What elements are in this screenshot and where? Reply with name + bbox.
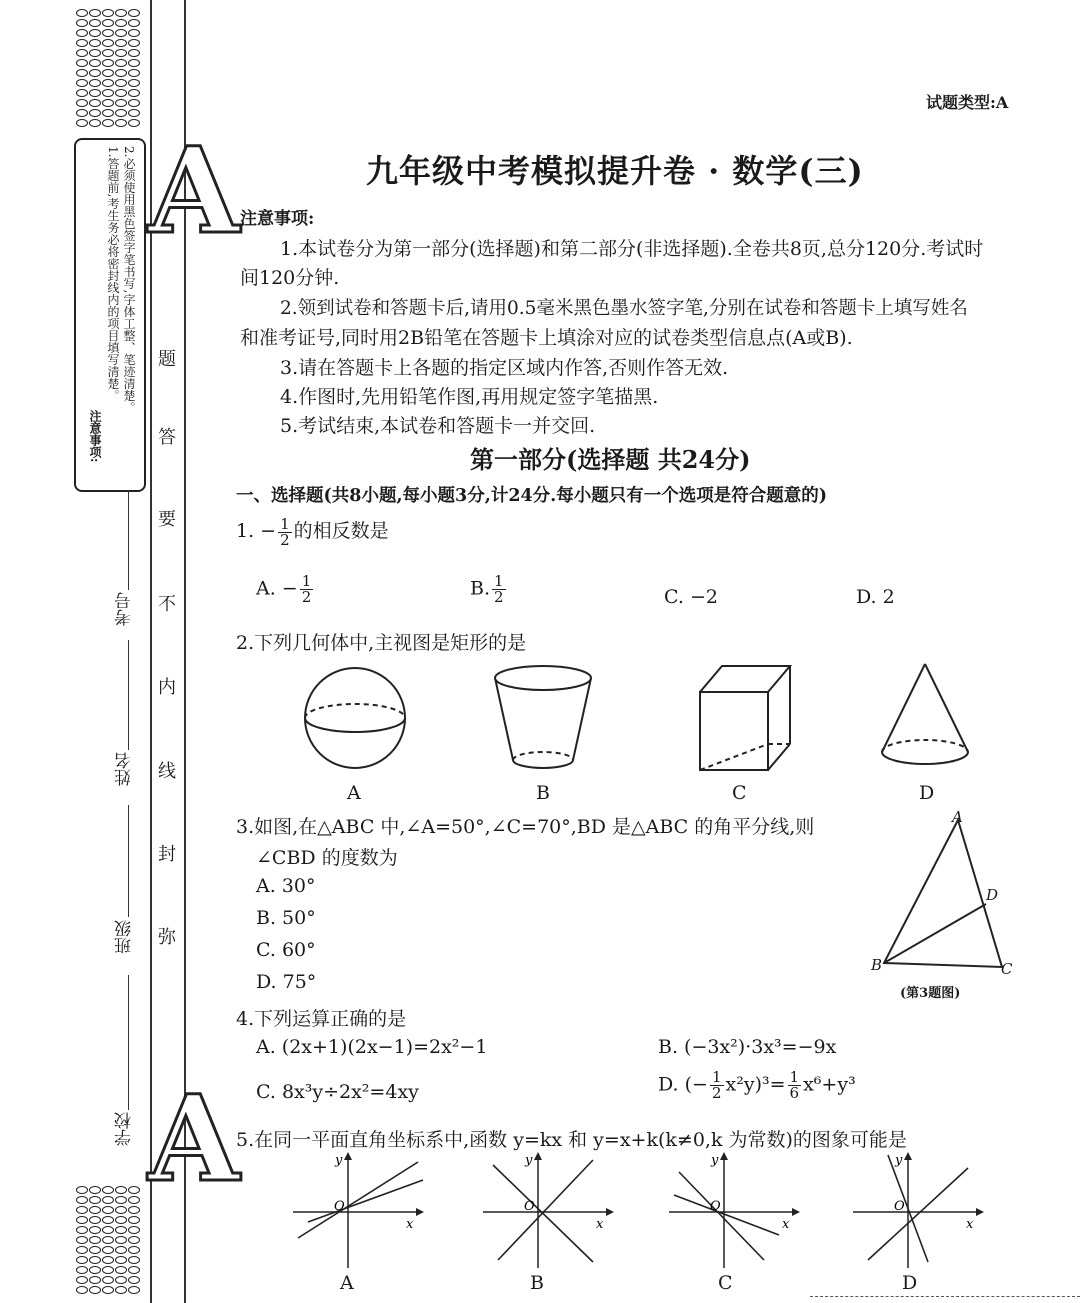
q3-point-a: A bbox=[952, 808, 963, 826]
binding-hole-icon bbox=[89, 89, 101, 97]
binding-hole-icon bbox=[76, 79, 88, 87]
q5-graph-a bbox=[288, 1150, 428, 1275]
q3-option-b: B. 50° bbox=[256, 907, 316, 929]
q1-b-num: 1 bbox=[494, 572, 504, 590]
binding-hole-icon bbox=[128, 29, 140, 37]
binding-hole-icon bbox=[115, 1196, 127, 1204]
binding-hole-icon bbox=[128, 1276, 140, 1284]
q2-label-b: B bbox=[536, 782, 550, 804]
q2-label-a: A bbox=[347, 782, 361, 804]
binding-hole-icon bbox=[76, 59, 88, 67]
q3-option-c: C. 60° bbox=[256, 939, 316, 961]
binding-hole-icon bbox=[89, 9, 101, 17]
binding-hole-icon bbox=[115, 59, 127, 67]
binding-hole-icon bbox=[102, 69, 114, 77]
binding-hole-icon bbox=[115, 1216, 127, 1224]
function-line bbox=[679, 1172, 764, 1260]
binding-hole-icon bbox=[102, 9, 114, 17]
binding-hole-icon bbox=[102, 59, 114, 67]
binding-hole-icon bbox=[102, 1246, 114, 1254]
binding-holes-top bbox=[76, 8, 148, 128]
q4-d-fraction-2 bbox=[788, 1070, 802, 1101]
notice-item: 和准考证号,同时用2B铅笔在答题卡上填涂对应的试卷类型信息点(A或B). bbox=[240, 327, 853, 349]
binding-hole-icon bbox=[102, 1206, 114, 1214]
binding-hole-icon bbox=[76, 1186, 88, 1194]
q1-a-num: 1 bbox=[301, 572, 312, 590]
field-kaohao: 考号 bbox=[115, 592, 135, 626]
binding-hole-icon bbox=[102, 1236, 114, 1244]
y-axis-label: y bbox=[895, 1153, 903, 1168]
page-title: 九年级中考模拟提升卷 · 数学(三) bbox=[366, 152, 864, 190]
binding-hole-icon bbox=[128, 1266, 140, 1274]
binding-hole-icon bbox=[76, 9, 88, 17]
binding-hole-icon bbox=[89, 1196, 101, 1204]
q3-option-a: A. 30° bbox=[256, 875, 316, 897]
binding-hole-icon bbox=[89, 39, 101, 47]
binding-hole-row bbox=[76, 1275, 148, 1285]
x-axis-arrow-icon bbox=[606, 1208, 614, 1216]
binding-hole-icon bbox=[102, 1186, 114, 1194]
cone-figure bbox=[882, 664, 968, 764]
binding-hole-icon bbox=[115, 69, 127, 77]
binding-hole-icon bbox=[102, 1216, 114, 1224]
q5-label-b: B bbox=[530, 1272, 544, 1294]
notice-heading: 注意事项: bbox=[240, 209, 315, 229]
binding-hole-icon bbox=[89, 19, 101, 27]
y-axis-arrow-icon bbox=[344, 1152, 352, 1160]
binding-hole-icon bbox=[115, 39, 127, 47]
binding-hole-icon bbox=[128, 109, 140, 117]
q5-graph-d bbox=[848, 1150, 988, 1275]
binding-hole-icon bbox=[76, 99, 88, 107]
binding-hole-icon bbox=[76, 1216, 88, 1224]
binding-hole-icon bbox=[76, 119, 88, 127]
binding-hole-icon bbox=[128, 1206, 140, 1214]
binding-hole-icon bbox=[115, 1256, 127, 1264]
binding-hole-icon bbox=[89, 79, 101, 87]
q4-d2-den: 6 bbox=[789, 1084, 800, 1102]
q1-option-b-prefix: B. bbox=[470, 577, 491, 600]
q5-label-d: D bbox=[902, 1272, 918, 1294]
binding-hole-icon bbox=[115, 29, 127, 37]
binding-hole-icon bbox=[76, 109, 88, 117]
binding-hole-icon bbox=[115, 49, 127, 57]
binding-hole-icon bbox=[115, 1266, 127, 1274]
y-axis-label: y bbox=[335, 1153, 343, 1168]
frustum-figure bbox=[495, 666, 591, 768]
x-axis-label: x bbox=[782, 1217, 790, 1232]
origin-label: O bbox=[894, 1199, 905, 1214]
binding-hole-icon bbox=[76, 29, 88, 37]
field-xingming: 姓名 bbox=[115, 752, 135, 786]
q4-d1-den: 2 bbox=[711, 1084, 722, 1102]
question-4: 4.下列运算正确的是 bbox=[236, 1008, 407, 1030]
y-axis-arrow-icon bbox=[720, 1152, 728, 1160]
q5-label-a: A bbox=[340, 1272, 354, 1294]
binding-hole-icon bbox=[89, 99, 101, 107]
q4-option-c: C. 8x³y÷2x²=4xy bbox=[256, 1081, 419, 1103]
x-axis-arrow-icon bbox=[976, 1208, 984, 1216]
q4-d-fraction-1 bbox=[710, 1070, 724, 1101]
binding-hole-icon bbox=[89, 1246, 101, 1254]
binding-hole-icon bbox=[115, 1276, 127, 1284]
function-line bbox=[298, 1162, 418, 1238]
binding-hole-icon bbox=[102, 1256, 114, 1264]
notice-item: 2.领到试卷和答题卡后,请用0.5毫米黑色墨水签字笔,分别在试卷和答题卡上填写姓名 bbox=[280, 298, 968, 319]
binding-hole-icon bbox=[76, 69, 88, 77]
binding-hole-row bbox=[76, 88, 148, 98]
binding-hole-icon bbox=[128, 1236, 140, 1244]
binding-hole-icon bbox=[89, 1186, 101, 1194]
binding-hole-row bbox=[76, 98, 148, 108]
q5-label-c: C bbox=[718, 1272, 733, 1294]
binding-hole-row bbox=[76, 1195, 148, 1205]
y-axis-arrow-icon bbox=[904, 1152, 912, 1160]
q4-option-b: B. (−3x²)·3x³=−9x bbox=[658, 1036, 837, 1058]
binding-hole-row bbox=[76, 18, 148, 28]
binding-hole-row bbox=[76, 78, 148, 88]
x-axis-label: x bbox=[406, 1217, 414, 1232]
field-banji: 班级 bbox=[115, 920, 135, 954]
binding-hole-icon bbox=[102, 89, 114, 97]
binding-hole-row bbox=[76, 48, 148, 58]
binding-hole-icon bbox=[128, 119, 140, 127]
page-corner-mark bbox=[810, 1296, 1080, 1297]
binding-hole-icon bbox=[115, 1286, 127, 1294]
q1-option-a-prefix: A. − bbox=[256, 577, 298, 600]
q1-option-c: C. −2 bbox=[664, 586, 718, 608]
binding-hole-row bbox=[76, 108, 148, 118]
field-xuexiao: 学校 bbox=[115, 1112, 135, 1146]
binding-hole-icon bbox=[89, 1256, 101, 1264]
q2-figures bbox=[290, 660, 1010, 780]
binding-hole-icon bbox=[102, 49, 114, 57]
binding-hole-icon bbox=[115, 1206, 127, 1214]
binding-hole-icon bbox=[89, 1206, 101, 1214]
field-line-xingming bbox=[128, 640, 129, 750]
q4-d-mid: x²y)³= bbox=[725, 1073, 786, 1096]
binding-margin bbox=[0, 0, 240, 1303]
binding-hole-icon bbox=[102, 1226, 114, 1234]
binding-hole-icon bbox=[102, 1196, 114, 1204]
binding-hole-icon bbox=[76, 1266, 88, 1274]
binding-hole-icon bbox=[102, 1276, 114, 1284]
binding-hole-icon bbox=[115, 119, 127, 127]
q3-point-c: C bbox=[1001, 960, 1013, 978]
field-line-kaohao bbox=[128, 490, 129, 590]
binding-hole-icon bbox=[76, 1256, 88, 1264]
side-notice-box bbox=[74, 138, 146, 492]
side-notice-line2: 2.必须使用黑色签字笔书写,字体工整、笔迹清楚。 bbox=[122, 146, 136, 414]
binding-hole-icon bbox=[89, 49, 101, 57]
binding-hole-icon bbox=[102, 1286, 114, 1294]
seal-char: 内 bbox=[158, 677, 176, 698]
function-line bbox=[868, 1168, 968, 1260]
binding-hole-row bbox=[76, 1215, 148, 1225]
q1-b-den: 2 bbox=[494, 588, 504, 606]
binding-hole-icon bbox=[89, 29, 101, 37]
side-notice-title: 注意事项: bbox=[88, 410, 102, 463]
y-axis-arrow-icon bbox=[534, 1152, 542, 1160]
y-axis-label: y bbox=[711, 1153, 719, 1168]
binding-hole-icon bbox=[89, 109, 101, 117]
exam-type-letter-top: A bbox=[148, 121, 240, 260]
q1-frac-den: 2 bbox=[280, 530, 290, 549]
binding-hole-icon bbox=[89, 1286, 101, 1294]
binding-hole-icon bbox=[102, 39, 114, 47]
binding-hole-icon bbox=[89, 1236, 101, 1244]
binding-hole-icon bbox=[76, 89, 88, 97]
binding-hole-row bbox=[76, 1185, 148, 1195]
binding-hole-icon bbox=[102, 1266, 114, 1274]
binding-hole-icon bbox=[115, 1236, 127, 1244]
binding-hole-icon bbox=[128, 99, 140, 107]
binding-hole-icon bbox=[115, 1246, 127, 1254]
q1-option-b-fraction bbox=[492, 574, 506, 605]
binding-hole-icon bbox=[89, 1266, 101, 1274]
q1-prefix: 1. − bbox=[236, 520, 277, 542]
seal-char: 不 bbox=[158, 594, 176, 615]
binding-hole-icon bbox=[128, 1196, 140, 1204]
binding-hole-row bbox=[76, 1265, 148, 1275]
seal-char: 答 bbox=[158, 427, 176, 448]
q2-label-d: D bbox=[919, 782, 935, 804]
question-5: 5.在同一平面直角坐标系中,函数 y=kx 和 y=x+k(k≠0,k 为常数)的图象可能是 bbox=[236, 1129, 907, 1151]
field-line-xuexiao bbox=[128, 975, 129, 1110]
binding-hole-icon bbox=[76, 1246, 88, 1254]
q1-option-b bbox=[470, 574, 508, 605]
binding-hole-icon bbox=[128, 79, 140, 87]
notice-item: 4.作图时,先用铅笔作图,再用规定签字笔描黑. bbox=[280, 386, 659, 408]
binding-hole-row bbox=[76, 1205, 148, 1215]
binding-hole-icon bbox=[128, 69, 140, 77]
q5-graph-c bbox=[664, 1150, 804, 1275]
question-3-line1: 3.如图,在△ABC 中,∠A=50°,∠C=70°,BD 是△ABC 的角平分线,则 bbox=[236, 816, 815, 838]
binding-hole-row bbox=[76, 1245, 148, 1255]
seal-char: 弥 bbox=[158, 927, 176, 948]
notice-item: 5.考试结束,本试卷和答题卡一并交回. bbox=[280, 415, 596, 437]
exam-type-label: 试题类型:A bbox=[926, 93, 1009, 112]
q4-d1-num: 1 bbox=[711, 1068, 722, 1086]
binding-hole-icon bbox=[128, 1216, 140, 1224]
binding-hole-icon bbox=[128, 1186, 140, 1194]
binding-hole-icon bbox=[115, 79, 127, 87]
side-notice-line1: 1.答题前,考生务必将密封线内的项目填写清楚。 bbox=[106, 146, 120, 402]
binding-hole-icon bbox=[115, 99, 127, 107]
function-line bbox=[498, 1160, 593, 1260]
y-axis-label: y bbox=[525, 1153, 533, 1168]
binding-hole-icon bbox=[76, 49, 88, 57]
binding-hole-row bbox=[76, 1285, 148, 1295]
seal-char: 题 bbox=[158, 349, 176, 370]
q1-suffix: 的相反数是 bbox=[293, 520, 389, 542]
question-1 bbox=[236, 516, 389, 548]
binding-hole-icon bbox=[76, 1206, 88, 1214]
binding-hole-icon bbox=[115, 109, 127, 117]
binding-hole-icon bbox=[76, 19, 88, 27]
binding-hole-row bbox=[76, 58, 148, 68]
binding-hole-icon bbox=[128, 39, 140, 47]
binding-hole-row bbox=[76, 1225, 148, 1235]
binding-hole-icon bbox=[128, 59, 140, 67]
q1-option-d: D. 2 bbox=[856, 586, 895, 608]
binding-hole-icon bbox=[89, 1226, 101, 1234]
q4-d-suffix: x⁶+y³ bbox=[803, 1073, 856, 1096]
origin-label: O bbox=[710, 1199, 721, 1214]
notice-item: 3.请在答题卡上各题的指定区域内作答,否则作答无效. bbox=[280, 357, 729, 379]
q1-option-a-fraction bbox=[300, 574, 314, 605]
binding-hole-icon bbox=[89, 119, 101, 127]
binding-hole-icon bbox=[115, 19, 127, 27]
binding-hole-icon bbox=[128, 19, 140, 27]
binding-hole-icon bbox=[128, 1246, 140, 1254]
binding-hole-icon bbox=[89, 1276, 101, 1284]
q3-option-d: D. 75° bbox=[256, 971, 317, 993]
q1-option-a bbox=[256, 574, 315, 605]
binding-hole-row bbox=[76, 28, 148, 38]
origin-label: O bbox=[524, 1199, 535, 1214]
binding-hole-icon bbox=[76, 1286, 88, 1294]
binding-hole-icon bbox=[76, 39, 88, 47]
binding-hole-icon bbox=[102, 119, 114, 127]
notice-item: 间120分钟. bbox=[240, 267, 340, 289]
binding-hole-icon bbox=[128, 1226, 140, 1234]
q5-graph-b bbox=[478, 1150, 618, 1275]
prism-figure bbox=[700, 666, 790, 770]
binding-hole-row bbox=[76, 1255, 148, 1265]
binding-hole-icon bbox=[115, 1186, 127, 1194]
q2-label-c: C bbox=[732, 782, 747, 804]
binding-holes-bottom bbox=[76, 1185, 148, 1295]
x-axis-label: x bbox=[966, 1217, 974, 1232]
binding-hole-row bbox=[76, 38, 148, 48]
q1-a-den: 2 bbox=[301, 588, 312, 606]
binding-hole-icon bbox=[89, 59, 101, 67]
seal-char: 线 bbox=[158, 761, 176, 782]
binding-hole-icon bbox=[102, 79, 114, 87]
question-3-line2: ∠CBD 的度数为 bbox=[256, 847, 398, 869]
function-line bbox=[674, 1195, 779, 1235]
binding-hole-icon bbox=[76, 1276, 88, 1284]
seal-char: 封 bbox=[158, 844, 176, 865]
q1-frac-num: 1 bbox=[280, 514, 290, 533]
x-axis-arrow-icon bbox=[416, 1208, 424, 1216]
q4-d2-num: 1 bbox=[789, 1068, 800, 1086]
section-heading: 一、选择题(共8小题,每小题3分,计24分.每小题只有一个选项是符合题意的) bbox=[236, 486, 828, 506]
x-axis-arrow-icon bbox=[792, 1208, 800, 1216]
binding-hole-icon bbox=[102, 99, 114, 107]
binding-hole-row bbox=[76, 68, 148, 78]
x-axis-label: x bbox=[596, 1217, 604, 1232]
binding-hole-icon bbox=[115, 9, 127, 17]
function-line bbox=[308, 1180, 423, 1222]
binding-hole-icon bbox=[89, 69, 101, 77]
binding-hole-icon bbox=[102, 19, 114, 27]
binding-hole-icon bbox=[115, 89, 127, 97]
exam-type-letter-bottom: A bbox=[148, 1069, 240, 1208]
q4-option-d bbox=[658, 1070, 856, 1101]
field-line-banji bbox=[128, 805, 129, 917]
origin-label: O bbox=[334, 1199, 345, 1214]
binding-hole-icon bbox=[89, 1216, 101, 1224]
q3-caption: (第3题图) bbox=[900, 986, 961, 1001]
sphere-figure bbox=[305, 668, 405, 768]
seal-char: 要 bbox=[158, 509, 176, 530]
part1-heading: 第一部分(选择题 共24分) bbox=[470, 445, 751, 474]
binding-hole-icon bbox=[102, 109, 114, 117]
q1-fraction bbox=[278, 514, 292, 549]
binding-hole-row bbox=[76, 118, 148, 128]
q4-option-a: A. (2x+1)(2x−1)=2x²−1 bbox=[256, 1036, 488, 1058]
binding-hole-icon bbox=[76, 1226, 88, 1234]
binding-hole-icon bbox=[76, 1196, 88, 1204]
q4-d-prefix: D. (− bbox=[658, 1073, 708, 1096]
binding-hole-row bbox=[76, 1235, 148, 1245]
binding-hole-row bbox=[76, 8, 148, 18]
binding-hole-icon bbox=[128, 49, 140, 57]
binding-hole-icon bbox=[102, 29, 114, 37]
question-2: 2.下列几何体中,主视图是矩形的是 bbox=[236, 632, 527, 654]
q3-point-d: D bbox=[986, 886, 999, 904]
binding-hole-icon bbox=[128, 1286, 140, 1294]
binding-hole-icon bbox=[115, 1226, 127, 1234]
binding-hole-icon bbox=[128, 9, 140, 17]
notice-item: 1.本试卷分为第一部分(选择题)和第二部分(非选择题).全卷共8页,总分120分.考试时 bbox=[280, 238, 984, 260]
q3-point-b: B bbox=[871, 956, 883, 974]
binding-hole-icon bbox=[128, 89, 140, 97]
binding-hole-icon bbox=[128, 1256, 140, 1264]
binding-hole-icon bbox=[76, 1236, 88, 1244]
